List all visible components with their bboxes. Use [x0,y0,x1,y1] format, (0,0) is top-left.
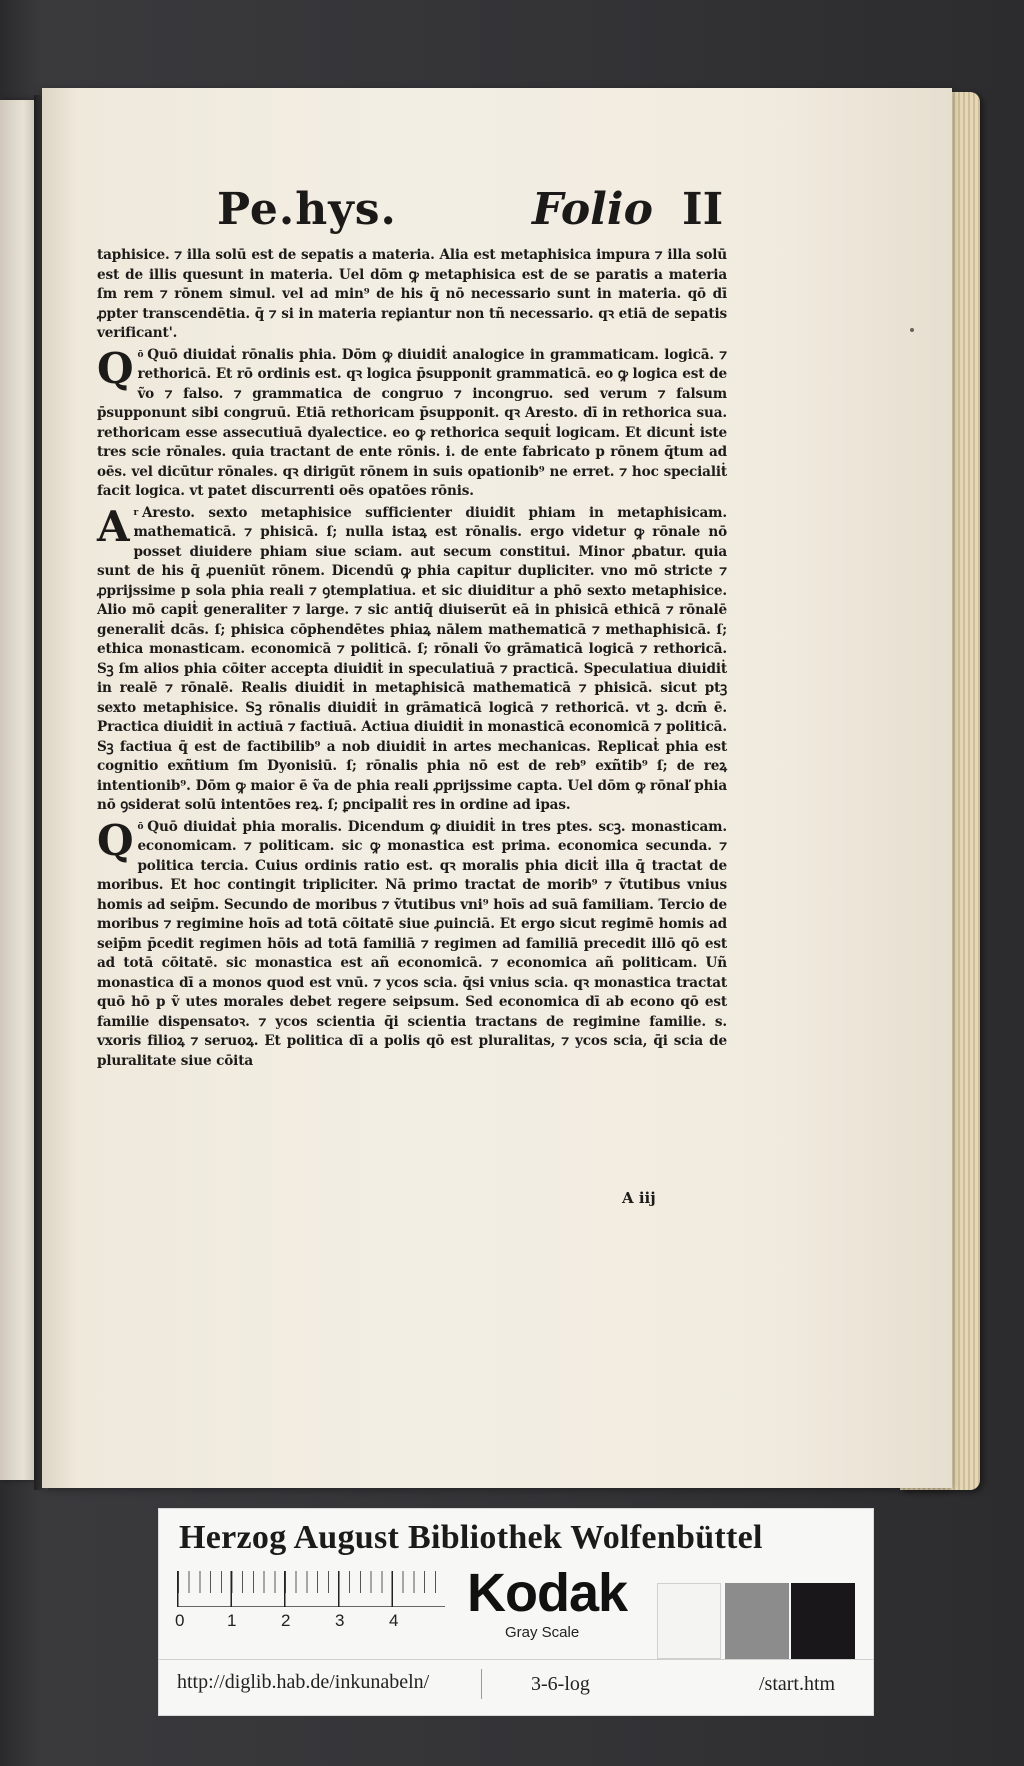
paragraph-text: Quō diuidaṫ rōnalis phia. Dōm ꝙ diuidiṫ analogice in grammaticam. logicā. ⁊ rethoricā. Et rō ordinis est. qꝛ logica p̄supponit grammaticā. eo ꝙ logica est de ṽo ⁊ falso. ⁊ grammatica de congruo ⁊ incongruo. sed verum ⁊ falsum p̄supponunt sibi congruū. Etiā rethoricam p̄supponit. qꝛ Aresto. dī in rethorica sua. rethoricam esse assecutiuā dyalectice. eo ꝙ rethorica sequiṫ logicam. Et dicunṫ iste tres scie rōnales. quia tractant de ente rōnis. i. de ente fabricato p rōnem q̄tum ad oēs. vel dicūtur rōnales. qꝛ dirigūt rōnem in suis opationib⁹ ne erret. ⁊ hoc specialiṫ facit logica. vt patet discurrenti oēs opatōes rōnis. [97,346,727,499]
card-divider [159,1659,873,1660]
signature-mark: A iij [622,1189,656,1207]
page-speck [910,328,914,332]
running-title: Pe.hys. [217,184,397,235]
initial-letter: A [97,501,130,551]
paragraph [97,501,727,816]
scale-ruler [177,1571,445,1631]
source-url: http://diglib.hab.de/inkunabeln/ [177,1671,430,1693]
start-path: /start.htm [759,1673,836,1695]
folio-number: II [682,184,724,235]
paragraph-text: Quō diuidaṫ phia moralis. Dicendum ꝙ diuidiṫ in tres ptes. scꝫ. monasticam. economicam. ⁊ politicam. sic ꝙ monastica est prima. economica secunda. ⁊ politica tercia. Cuius ordinis ratio est. qꝛ moralis phia diciṫ illa q̄ tractat de moribus. Et hoc contingit tripliciter. Nā primo tractat de morib⁹ ⁊ ṽtutibus vnius homis ad seip̄m. Secundo de moribus ⁊ ṽtutibus vni⁹ hoīs ad suā familiam. Tercio de moribus ⁊ regimine hoīs ad totā cōitatē siue ꝓuinciā. Et ergo sicut regimē homis ad seip̄m p̄cedit regimen hōis ad totā familiā ⁊ regimen ad familiā precedit illō qō est ad totā cōitatē. sic monastica est añ economicā. ⁊ economica añ politicam. Uñ monastica dī a monos quod est vnū. ⁊ ycos scia. q̄si vnius scia. qꝛ monastica tractat quō hō p ṽ utes morales debet regere seipsum. Sed economica dī ab econo qō est familie dispensatoꝛ. ⁊ ycos scientia q̄i scientia tractans de regimine familie. s. vxoris filioꝝ ⁊ seruoꝝ. Et politica dī a polis qō est pluralitas, ⁊ ycos scia, q̄i scia de pluralitate siue cōita [97,818,727,1069]
library-title: Herzog August Bibliothek Wolfenbüttel [179,1519,763,1556]
paragraph [97,343,727,502]
ruler-labels [177,1611,467,1631]
initial-superscript: ō [137,821,144,832]
initial-letter: Q [97,815,134,865]
ruler-label: 3 [335,1611,345,1630]
ruler-label: 0 [175,1611,185,1630]
gray-swatch-black [791,1583,855,1659]
initial-superscript: r [133,507,139,518]
paragraph [97,246,727,344]
paragraph [97,815,727,1072]
initial-letter: Q [97,343,134,393]
running-header [42,184,952,254]
gray-swatch-mid [725,1583,789,1659]
book-page [42,88,952,1488]
ruler-major-ticks [177,1571,445,1607]
text-block [97,246,727,1071]
kodak-wordmark: Kodak [467,1563,628,1623]
ruler-label: 4 [389,1611,399,1630]
initial-superscript: ō [137,349,144,360]
grayscale-label: Gray Scale [505,1624,580,1641]
paragraph-text: Aresto. sexto metaphisice sufficienter diuidit phiam in metaphisicam. mathematicā. ⁊ phisicā. ſ; nulla istaꝝ est rōnalis. ergo videtur ꝙ rōnale nō posset diuidere phiam siue sciam. aut secum constitui. Minor ꝓbatur. quia sunt de his q̄ ꝓueniūt rōnem. Dicendū ꝙ phia capitur dupliciter. vno mō stricte ⁊ ꝓprijssime p sola phia reali ⁊ ꝯtemplatiua. et sic diuiditur a phō sexto metaphisice. Alio mō capiṫ generaliter ⁊ large. ⁊ sic antiq̄ diuiserūt eā in phisicā ethicā ⁊ rōnalē generaliṫ dcās. ſ; phisica cōphendētes phiaꝝ nālem mathematicā ⁊ methaphisicā. ſ; ethica monasticam. economicā ⁊ politicā. ſ; rōnali ṽo grāmaticā logicā ⁊ rethoricā. Sꝫ ſm alios phia cōiter accepta diuidiṫ in speculatiuā ⁊ practicā. Speculatiua diuidiṫ in realē ⁊ rōnalē. Realis diuidiṫ in metaꝑhisicā mathematicā ⁊ phisicā. sicut ptꝫ sexto metaphisice. Sꝫ rōnalis diuidiṫ in grāmaticā logicā ⁊ rethoricā. vt ꝫ. dcm̄ ē. Practica diuidiṫ in actiuā ⁊ factiuā. Actiua diuidiṫ in monasticā economicā ⁊ politicā. Sꝫ factiua q̄ est de factibilib⁹ a nob diuidiṫ in artes mechanicas. Replicaṫ phia est cognitio exñtium ſm Dyonisiū. ſ; rōnalis phia nō est de reb⁹ exñtib⁹ ſ; de reꝝ intentionib⁹. Dōm ꝙ maior ē ṽa de phia reali ꝓprijssime capta. Uel dōm ꝙ rōnaľ phia nō ꝯsiderat solū intentōes reꝝ. ſ; ꝑncipaliṫ res in ordine ad ipas. [97,504,727,813]
shelf-code: 3-6-log [531,1673,590,1695]
calibration-card [158,1508,874,1716]
paragraph-text: taphisice. ⁊ illa solū est de sepatis a materia. Alia est metaphisica impura ⁊ illa solū est de illis quesunt in materia. Uel dōm ꝙ metaphisica est de se paratis a materia ſm rem ⁊ rōnem simul. vel ad min⁹ de his q̄ nō necessario sunt in materia. qō dī ꝓpter transcendētia. q̄ ⁊ si in materia reꝑiantur non tñ necessario. qꝛ etiā de sepatis verificant'. [97,247,727,341]
ruler-label: 2 [281,1611,291,1630]
ruler-label: 1 [227,1611,237,1630]
gray-swatch-white [657,1583,721,1659]
url-separator [481,1669,482,1699]
folio-label: Folio [532,184,653,235]
